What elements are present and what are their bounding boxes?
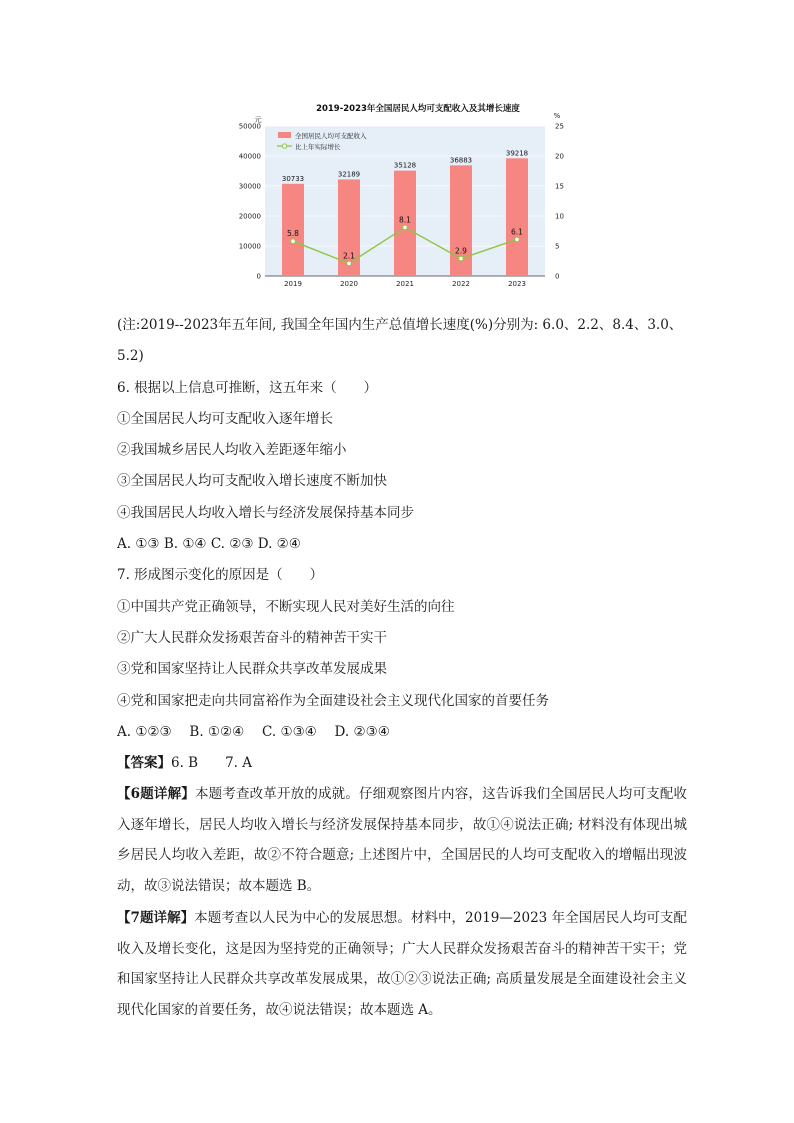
x-tick-label: 2022: [452, 280, 470, 288]
income-bar-label: 30733: [281, 174, 305, 183]
x-tick-label: 2023: [508, 280, 526, 288]
growth-point-label: 5.8: [287, 229, 299, 239]
analysis-7-label: 【7题详解】: [117, 910, 195, 927]
income-chart: [224, 100, 569, 295]
growth-point: [459, 256, 464, 261]
answer-value: 6. B 7. A: [171, 755, 253, 772]
question-6-option-2: ②我国城乡居民人均收入差距逐年缩小: [117, 442, 347, 459]
growth-point-label: 2.1: [343, 251, 355, 261]
x-tick-label: 2021: [396, 280, 414, 288]
question-6-option-4: ④我国居民人均收入增长与经济发展保持基本同步: [117, 504, 414, 521]
analysis-6: [117, 779, 687, 901]
growth-point-label: 8.1: [399, 215, 411, 225]
left-axis-ticks: [239, 123, 261, 281]
growth-point-label: 2.9: [455, 246, 467, 256]
analysis-6-text: 本题考查改革开放的成就。仔细观察图片内容，这告诉我们全国居民人均可支配收入逐年增长，居民人均收入增长与经济发展保持基本同步，故①④说法正确; 材料没有体现出城乡居民人均收入差距，故②不符合题意; 上述图片中，全国居民的人均可支配收入的增幅出现波动，故③说法错误；故本题选 B。: [117, 786, 687, 894]
right-axis-unit: %: [553, 112, 561, 120]
question-7-stem: 7. 形成图示变化的原因是（ ）: [117, 567, 324, 584]
right-tick-label: 15: [555, 182, 564, 191]
question-7-option-2: ②广大人民群众发扬艰苦奋斗的精神苦干实干: [117, 629, 387, 646]
growth-point-label: 6.1: [511, 227, 523, 237]
left-tick-label: 30000: [238, 182, 261, 191]
left-tick-label: 20000: [238, 212, 261, 221]
chart-title: 2019-2023年全国居民人均可支配收入及其增长速度: [316, 104, 520, 114]
analysis-7-text: 本题考查以人民为中心的发展思想。材料中，2019—2023 年全国居民人均可支配收入及增长变化，这是因为坚持党的正确领导；广大人民群众发扬艰苦奋斗的精神苦干实干；党和国家坚持让人民群众共享改革发展成果，故①②③说法正确; 高质量发展是全面建设社会主义现代化国家的首要任务，故④说法错误；故本题选 A。: [117, 910, 687, 1018]
income-bar-label: 39218: [505, 149, 529, 158]
right-tick-label: 0: [555, 272, 560, 281]
question-7-option-4: ④党和国家把走向共同富裕作为全面建设社会主义现代化国家的首要任务: [117, 692, 549, 709]
legend-swatch-income: [278, 132, 291, 138]
right-tick-label: 25: [555, 122, 564, 131]
left-tick-label: 50000: [238, 122, 261, 131]
question-6-option-3: ③全国居民人均可支配收入增长速度不断加快: [117, 473, 387, 490]
analysis-7: [117, 903, 687, 1025]
answer-label: 【答案】: [117, 755, 171, 772]
growth-point: [347, 261, 352, 266]
legend-label-growth: 比上年实际增长: [295, 143, 341, 151]
income-bar-label: 32189: [337, 170, 361, 179]
question-text: [117, 310, 687, 1025]
income-bar: [506, 158, 528, 276]
right-tick-label: 5: [555, 242, 560, 251]
legend-label-income: 全国居民人均可支配收入: [295, 132, 367, 140]
question-7-choices: A. ①②③ B. ①②④ C. ①③④ D. ②③④: [117, 723, 390, 740]
left-tick-label: 0: [256, 272, 261, 281]
answer-line: [117, 748, 687, 779]
question-6-choices: A. ①③ B. ①④ C. ②③ D. ②④: [117, 536, 301, 553]
growth-point: [291, 239, 296, 244]
right-tick-label: 20: [555, 152, 564, 161]
growth-point: [403, 225, 408, 230]
right-tick-label: 10: [555, 212, 564, 221]
legend-swatch-growth-dot: [282, 144, 286, 148]
income-bar-label: 35128: [393, 161, 417, 170]
chart-note-line-2: 5.2): [117, 348, 144, 365]
x-tick-label: 2019: [284, 280, 302, 288]
income-chart-svg: [224, 100, 569, 295]
chart-note-line-1: (注:2019--2023年五年间, 我国全年国内生产总值增长速度(%)分别为: 6.0、2.2、8.4、3.0、: [117, 317, 683, 333]
analysis-6-label: 【6题详解】: [117, 786, 195, 803]
question-6-option-1: ①全国居民人均可支配收入逐年增长: [117, 410, 333, 427]
right-axis-ticks: [555, 123, 564, 281]
x-axis-ticks: [284, 280, 526, 288]
x-tick-label: 2020: [340, 280, 358, 288]
growth-point: [515, 237, 520, 242]
question-7-option-3: ③党和国家坚持让人民群众共享改革发展成果: [117, 661, 387, 678]
left-tick-label: 40000: [238, 152, 261, 161]
income-bar-label: 36883: [449, 156, 473, 165]
question-6-stem: 6. 根据以上信息可推断，这五年来（ ）: [117, 379, 378, 396]
left-axis-unit: 元: [254, 116, 262, 124]
question-7-option-1: ①中国共产党正确领导，不断实现人民对美好生活的向往: [117, 598, 455, 615]
left-tick-label: 10000: [238, 242, 261, 251]
